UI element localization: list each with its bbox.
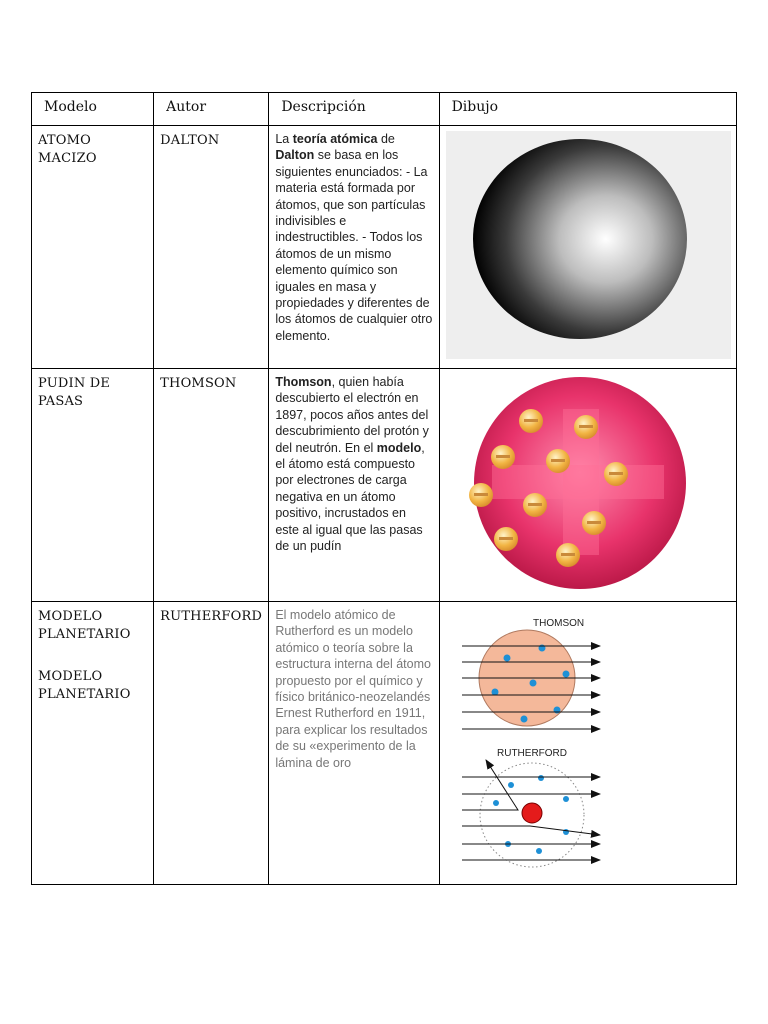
cell-descripcion — [269, 602, 439, 885]
solid-sphere-atom-image — [440, 126, 737, 368]
cell-dibujo — [439, 602, 736, 885]
cell-dibujo — [439, 369, 736, 602]
plum-pudding-atom-image — [440, 369, 737, 601]
cell-autor: RUTHERFORD — [154, 602, 269, 885]
table-row-rutherford — [32, 602, 737, 885]
cell-modelo: PUDIN DE PASAS — [32, 369, 154, 602]
cell-descripcion — [269, 369, 439, 602]
cell-autor: DALTON — [154, 126, 269, 369]
cell-modelo: ATOMO MACIZO — [32, 126, 154, 369]
cell-descripcion — [269, 126, 439, 369]
cell-modelo: MODELO PLANETARIO MODELO PLANETARIO — [32, 602, 154, 885]
header-descripcion: Descripción — [269, 93, 439, 126]
header-dibujo: Dibujo — [439, 93, 736, 126]
rutherford-label: RUTHERFORD — [496, 748, 567, 759]
description-text: El modelo atómico de Rutherford es un modelo atómico o teoría sobre la estructura interna del átomo propuesto por el químico y físico británico-neozelandés Ernest Rutherford en 1911, para explicar los resultados de su «experimento de la lámina de oro — [275, 608, 431, 770]
cell-dibujo — [439, 126, 736, 369]
table-row-thomson — [32, 369, 737, 602]
table-row-dalton — [32, 126, 737, 369]
header-modelo: Modelo — [32, 93, 154, 126]
rutherford-nucleus — [522, 803, 542, 823]
description-text: Thomson, quien había descubierto el electrón en 1897, pocos años antes del descubrimiento del protón y del neutrón. En el modelo, el átomo está compuesto por electrones de carga negativa en un átomo positivo, incrustados en este al igual que las pasas de un pudín — [275, 375, 429, 554]
thomson-label: THOMSON — [532, 618, 584, 629]
models-table — [31, 92, 737, 885]
cell-autor: THOMSON — [154, 369, 269, 602]
header-autor: Autor — [154, 93, 269, 126]
table-header-row — [32, 93, 737, 126]
rutherford-scattering-diagram — [440, 602, 737, 884]
description-text: La teoría atómica de Dalton se basa en los siguientes enunciados: - La materia está formada por átomos, que son partículas indivisibles e indestructibles. - Todos los átomos de un mismo elemento químico son iguales en masa y propiedades y diferentes de los átomos de cualquier otro elemento. — [275, 132, 433, 343]
